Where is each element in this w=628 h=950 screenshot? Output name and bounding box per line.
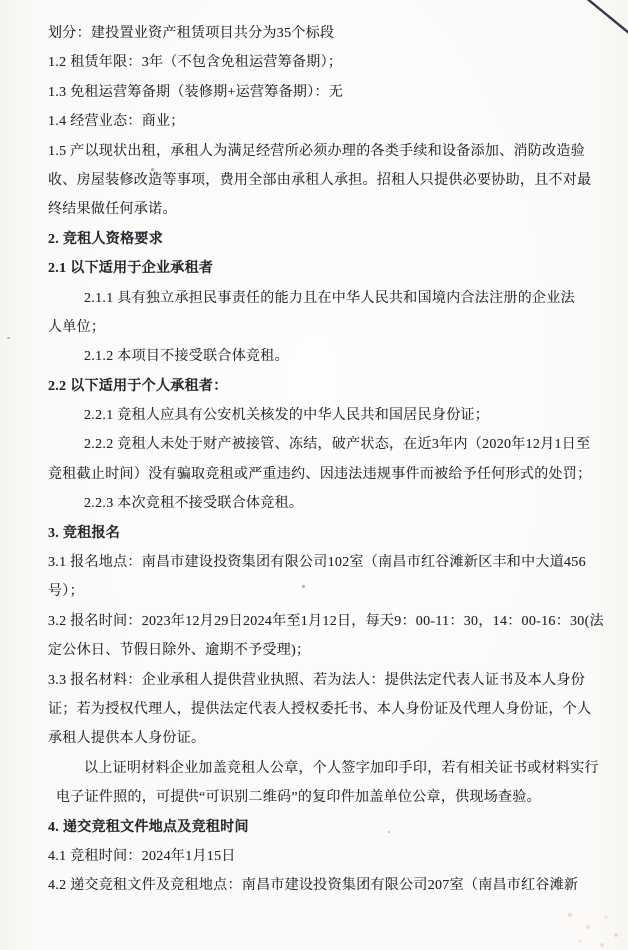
text-line: 2.2.1 竞租人应具有公安机关核发的中华人民共和国居民身份证；: [84, 408, 490, 424]
text-line: 2.1.2 本项目不接受联合体竞租。: [84, 349, 289, 365]
text-line: 4.2 递交竞租文件及竞租地点：南昌市建设投资集团有限公司207室（南昌市红谷滩新: [48, 878, 579, 894]
text-line: 承租人提供本人身份证。: [48, 731, 206, 747]
text-line: 证；若为授权代理人，提供法定代表人授权委托书、本人身份证及代理人身份证，个人: [48, 701, 592, 717]
text-line: 号）；: [48, 584, 84, 600]
text-line: 3.1 报名地点：南昌市建设投资集团有限公司102室（南昌市红谷滩新区丰和中大道456: [48, 555, 586, 571]
text-line: 竞租截止时间）没有骗取竞租或严重违约、因违法违规事件而被给予任何形式的处罚；: [48, 466, 592, 482]
text-line: 1.4 经营业态：商业；: [48, 114, 185, 130]
text-line: 终结果做任何承诺。: [48, 202, 177, 218]
text-line: 2.2.2 竞租人未处于财产被接管、冻结，破产状态，在近3年内（2020年12月1日至: [84, 437, 591, 453]
text-line: 3.3 报名材料：企业承租人提供营业执照、若为法人：提供法定代表人证书及本人身份: [48, 672, 585, 688]
text-line: 收、房屋装修改造等事项，费用全部由承租人承担。招租人只提供必要协助，且不对最: [48, 172, 592, 188]
text-line: 4.1 竞租时间：2024年1月15日: [48, 848, 236, 864]
text-line: 1.2 租赁年限：3年（不包含免租运营筹备期）；: [48, 55, 343, 71]
text-line: 3. 竞租报名: [48, 525, 121, 541]
text-line: 2.2.3 本次竞租不接受联合体竞租。: [84, 496, 304, 512]
text-line: 以上证明材料企业加盖竞租人公章，个人签字加印手印，若有相关证书或材料实行: [84, 760, 599, 776]
text-line: 电子证件照的，可提供“可识别二维码”的复印件加盖单位公章，供现场查验。: [56, 790, 541, 806]
document-body: [48, 19, 604, 901]
scan-speck: [7, 337, 10, 339]
text-line: 1.5 产以现状出租，承租人为满足经营所必须办理的各类手续和设备添加、消防改造验: [48, 143, 585, 159]
text-line: 4. 递交竞租文件地点及竞租时间: [48, 819, 249, 835]
text-line: 2.1 以下适用于企业承租者: [48, 261, 214, 277]
scan-corner-texture: [558, 905, 628, 950]
text-line: 划分：建投置业资产租赁项目共分为35个标段: [48, 26, 335, 41]
text-line: 2.2 以下适用于个人承租者：: [48, 378, 228, 394]
text-line: 1.3 免租运营筹备期（装修期+运营筹备期）：无: [48, 84, 344, 100]
text-line: 3.2 报名时间：2023年12月29日2024年至1月12日，每天9：00-11：30，14：00-16：30(法: [48, 613, 604, 629]
text-line: 人单位；: [48, 319, 106, 335]
text-line: 2. 竞租人资格要求: [48, 231, 163, 247]
text-line: 2.1.1 具有独立承担民事责任的能力且在中华人民共和国境内合法注册的企业法: [84, 290, 575, 306]
text-line: 定公休日、节假日除外、逾期不予受理)；: [48, 643, 311, 659]
